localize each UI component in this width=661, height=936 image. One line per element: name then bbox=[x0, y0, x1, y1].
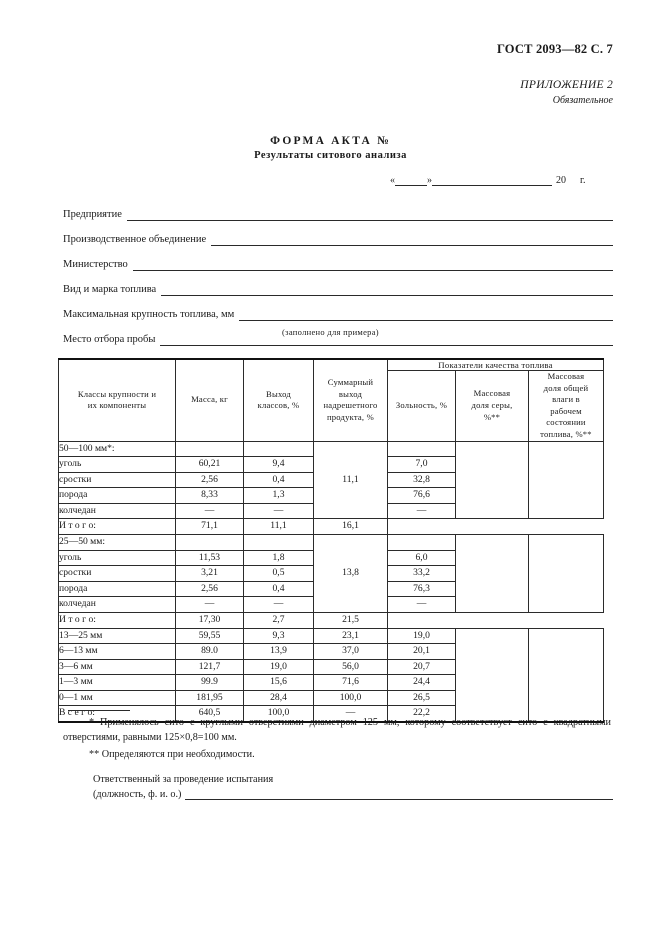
field-input-fuel-type[interactable] bbox=[161, 284, 613, 296]
header-cumulative-yield-line4: продукта, % bbox=[326, 411, 374, 422]
cell-ash: 20,1 bbox=[388, 644, 456, 660]
cell-mass: 59,55 bbox=[176, 628, 244, 644]
cell-yield-total: 11,1 bbox=[244, 519, 314, 535]
cell-mass: 99.9 bbox=[176, 675, 244, 691]
annex-title: ПРИЛОЖЕНИЕ 2 bbox=[520, 79, 613, 91]
cell-yield: 0,5 bbox=[244, 566, 314, 582]
cell-mass: 8,33 bbox=[176, 488, 244, 504]
header-sulfur-fraction bbox=[456, 371, 529, 442]
header-class-yield-line1: Выход bbox=[266, 388, 291, 399]
cell-moisture-group-1 bbox=[529, 441, 604, 519]
table-row bbox=[59, 612, 604, 628]
row-label: 0—1 мм bbox=[59, 690, 176, 706]
cell-cumulative: 100,0 bbox=[314, 690, 388, 706]
cell-cumulative-group-2: 13,8 bbox=[314, 535, 388, 613]
cell-ash-total: 16,1 bbox=[314, 519, 388, 535]
date-close-quote: » bbox=[427, 175, 432, 186]
cell-ash: 33,2 bbox=[388, 566, 456, 582]
header-fuel-quality-group: Показатели качества топлива bbox=[388, 359, 604, 371]
form-title-block bbox=[0, 135, 661, 161]
group-title-2-ash bbox=[388, 535, 456, 551]
cell-ash: 76,3 bbox=[388, 581, 456, 597]
filled-example-note: (заполнено для примера) bbox=[282, 327, 379, 337]
table-row bbox=[59, 441, 604, 457]
signature-position-row bbox=[93, 788, 613, 800]
cell-yield: 1,3 bbox=[244, 488, 314, 504]
footnotes-block bbox=[63, 716, 611, 762]
cell-mass-grand-total: 640,5 bbox=[176, 706, 244, 722]
standard-reference: ГОСТ 2093—82 С. 7 bbox=[496, 42, 613, 56]
header-cumulative-yield bbox=[314, 359, 388, 441]
signature-position-label: (должность, ф. и. о.) bbox=[93, 789, 182, 801]
cell-yield: — bbox=[244, 597, 314, 613]
header-moisture-fraction-line2: доля общей bbox=[543, 382, 589, 393]
header-moisture-fraction-line1: Массовая bbox=[547, 371, 585, 381]
group-title-1-yield bbox=[244, 441, 314, 457]
cell-moisture-group-3 bbox=[529, 628, 604, 722]
header-sulfur-fraction-line3: %** bbox=[483, 411, 501, 422]
cell-yield: 19,0 bbox=[244, 659, 314, 675]
header-mass: Масса, кг bbox=[176, 359, 244, 441]
cell-yield: 9,4 bbox=[244, 457, 314, 473]
group-title-1: 50—100 мм*: bbox=[59, 441, 176, 457]
group-title-1-mass bbox=[176, 441, 244, 457]
header-cumulative-yield-line1: Суммарный bbox=[327, 377, 374, 388]
row-label: порода bbox=[59, 581, 176, 597]
cell-ash: 19,0 bbox=[388, 628, 456, 644]
signature-block bbox=[93, 772, 613, 800]
cell-ash: 26,5 bbox=[388, 690, 456, 706]
header-moisture-fraction-line3: влаги в bbox=[552, 394, 580, 405]
field-input-max-size[interactable] bbox=[239, 309, 613, 321]
field-row-fuel-type bbox=[63, 271, 613, 296]
date-open-quote: « bbox=[390, 175, 395, 186]
field-row-production-association bbox=[63, 221, 613, 246]
cell-cumulative-group-1: 11,1 bbox=[314, 441, 388, 519]
row-label: 3—6 мм bbox=[59, 659, 176, 675]
field-label-max-size: Максимальная крупность топлива, мм bbox=[63, 309, 235, 321]
cell-ash: 20,7 bbox=[388, 659, 456, 675]
cell-yield-grand-total: 100,0 bbox=[244, 706, 314, 722]
cell-yield: 0,4 bbox=[244, 581, 314, 597]
field-row-ministry bbox=[63, 246, 613, 271]
signature-responsible-label: Ответственный за проведение испытания bbox=[93, 774, 274, 785]
date-day-blank[interactable] bbox=[395, 175, 427, 186]
cell-cumulative: 71,6 bbox=[314, 675, 388, 691]
cell-sulfur-group-3 bbox=[456, 628, 529, 722]
table-row bbox=[59, 535, 604, 551]
field-input-enterprise[interactable] bbox=[127, 209, 613, 221]
header-size-classes bbox=[59, 359, 176, 441]
row-label: уголь bbox=[59, 457, 176, 473]
cell-ash-total: 21,5 bbox=[314, 612, 388, 628]
cell-mass: 11,53 bbox=[176, 550, 244, 566]
cell-cumulative: 37,0 bbox=[314, 644, 388, 660]
cell-cumulative: 23,1 bbox=[314, 628, 388, 644]
cell-ash-grand-total: 22,2 bbox=[388, 706, 456, 722]
cell-ash: 7,0 bbox=[388, 457, 456, 473]
cell-moisture-group-2 bbox=[529, 535, 604, 613]
cell-yield: — bbox=[244, 503, 314, 519]
row-label: колчедан bbox=[59, 503, 176, 519]
group-title-1-ash bbox=[388, 441, 456, 457]
row-label: сростки bbox=[59, 472, 176, 488]
footnote-separator-rule bbox=[68, 710, 130, 711]
header-moisture-fraction-line4: рабочем bbox=[550, 405, 582, 416]
cell-mass: — bbox=[176, 597, 244, 613]
cell-yield: 9,3 bbox=[244, 628, 314, 644]
header-ash-content: Зольность, % bbox=[388, 371, 456, 442]
row-label: 6—13 мм bbox=[59, 644, 176, 660]
group-title-2-mass bbox=[176, 535, 244, 551]
cell-ash: 32,8 bbox=[388, 472, 456, 488]
cell-cumulative-grand-total: — bbox=[314, 706, 388, 722]
cell-yield: 28,4 bbox=[244, 690, 314, 706]
signature-input[interactable] bbox=[185, 788, 613, 800]
date-month-blank[interactable] bbox=[432, 175, 552, 186]
cell-mass: — bbox=[176, 503, 244, 519]
date-line bbox=[390, 175, 615, 186]
cell-cumulative: 56,0 bbox=[314, 659, 388, 675]
header-sulfur-fraction-line2: доля серы, bbox=[471, 399, 513, 410]
sieve-analysis-table bbox=[58, 358, 604, 723]
header-class-yield bbox=[244, 359, 314, 441]
footnote-one: * Применялось сито с круглыми отверстиями диаметром 125 мм, которому соответствует сито с квадратными отверстиями, равными 125×0,8=100 мм. bbox=[63, 717, 611, 743]
cell-yield: 15,6 bbox=[244, 675, 314, 691]
cell-mass-total: 17,30 bbox=[176, 612, 244, 628]
annex-block bbox=[0, 78, 613, 107]
header-moisture-fraction-line6: топлива, %** bbox=[540, 428, 592, 439]
cell-mass-total: 71,1 bbox=[176, 519, 244, 535]
group-title-2-yield bbox=[244, 535, 314, 551]
field-label-enterprise: Предприятие bbox=[63, 209, 122, 221]
header-moisture-fraction-line5: состоянии bbox=[546, 417, 586, 428]
header-class-yield-line2: классов, % bbox=[257, 400, 300, 411]
field-label-fuel-type: Вид и марка топлива bbox=[63, 284, 157, 296]
header-cumulative-yield-line3: надрешетного bbox=[323, 400, 378, 411]
cell-ash: — bbox=[388, 503, 456, 519]
cell-sulfur-group-1 bbox=[456, 441, 529, 519]
header-moisture-fraction bbox=[529, 371, 604, 442]
cell-ash: 76,6 bbox=[388, 488, 456, 504]
cell-yield-total: 2,7 bbox=[244, 612, 314, 628]
cell-mass: 121,7 bbox=[176, 659, 244, 675]
header-size-classes-line2: их компоненты bbox=[87, 400, 147, 411]
row-label: сростки bbox=[59, 566, 176, 582]
row-label: колчедан bbox=[59, 597, 176, 613]
field-label-production-association: Производственное объединение bbox=[63, 234, 207, 246]
cell-ash: 6,0 bbox=[388, 550, 456, 566]
group-title-2: 25—50 мм: bbox=[59, 535, 176, 551]
date-year: 20 bbox=[556, 175, 566, 186]
cell-ash: — bbox=[388, 597, 456, 613]
row-label-grand-total: В с е г о: bbox=[59, 706, 176, 722]
cell-yield: 0,4 bbox=[244, 472, 314, 488]
form-fields bbox=[63, 196, 613, 346]
header-sulfur-fraction-line1: Массовая bbox=[473, 388, 511, 399]
annex-subtitle: Обязательное bbox=[552, 94, 613, 106]
field-row-max-size bbox=[63, 296, 613, 321]
form-title: ФОРМА АКТА № bbox=[270, 135, 391, 147]
cell-mass: 181,95 bbox=[176, 690, 244, 706]
table-header-row-1 bbox=[59, 359, 604, 371]
footnote-two: ** Определяются при необходимости. bbox=[89, 748, 255, 760]
cell-mass: 2,56 bbox=[176, 472, 244, 488]
row-label: уголь bbox=[59, 550, 176, 566]
cell-mass: 3,21 bbox=[176, 566, 244, 582]
row-label-total: И т о г о: bbox=[59, 612, 176, 628]
cell-yield: 13,9 bbox=[244, 644, 314, 660]
field-input-production-association[interactable] bbox=[211, 234, 613, 246]
row-label: 1—3 мм bbox=[59, 675, 176, 691]
table-row bbox=[59, 628, 604, 644]
cell-mass: 60,21 bbox=[176, 457, 244, 473]
cell-ash: 24,4 bbox=[388, 675, 456, 691]
field-label-ministry: Министерство bbox=[63, 259, 128, 271]
cell-mass: 2,56 bbox=[176, 581, 244, 597]
cell-mass: 89.0 bbox=[176, 644, 244, 660]
header-size-classes-line1: Классы крупности и bbox=[77, 388, 157, 399]
table-row bbox=[59, 519, 604, 535]
row-label: порода bbox=[59, 488, 176, 504]
row-label-total: И т о г о: bbox=[59, 519, 176, 535]
field-label-sampling-place: Место отбора пробы bbox=[63, 334, 156, 346]
cell-sulfur-group-2 bbox=[456, 535, 529, 613]
row-label: 13—25 мм bbox=[59, 628, 176, 644]
field-input-ministry[interactable] bbox=[133, 259, 613, 271]
header-cumulative-yield-line2: выход bbox=[338, 388, 363, 399]
date-year-suffix: г. bbox=[580, 175, 586, 186]
field-row-enterprise bbox=[63, 196, 613, 221]
form-subtitle: Результаты ситового анализа bbox=[254, 150, 407, 161]
cell-yield: 1,8 bbox=[244, 550, 314, 566]
